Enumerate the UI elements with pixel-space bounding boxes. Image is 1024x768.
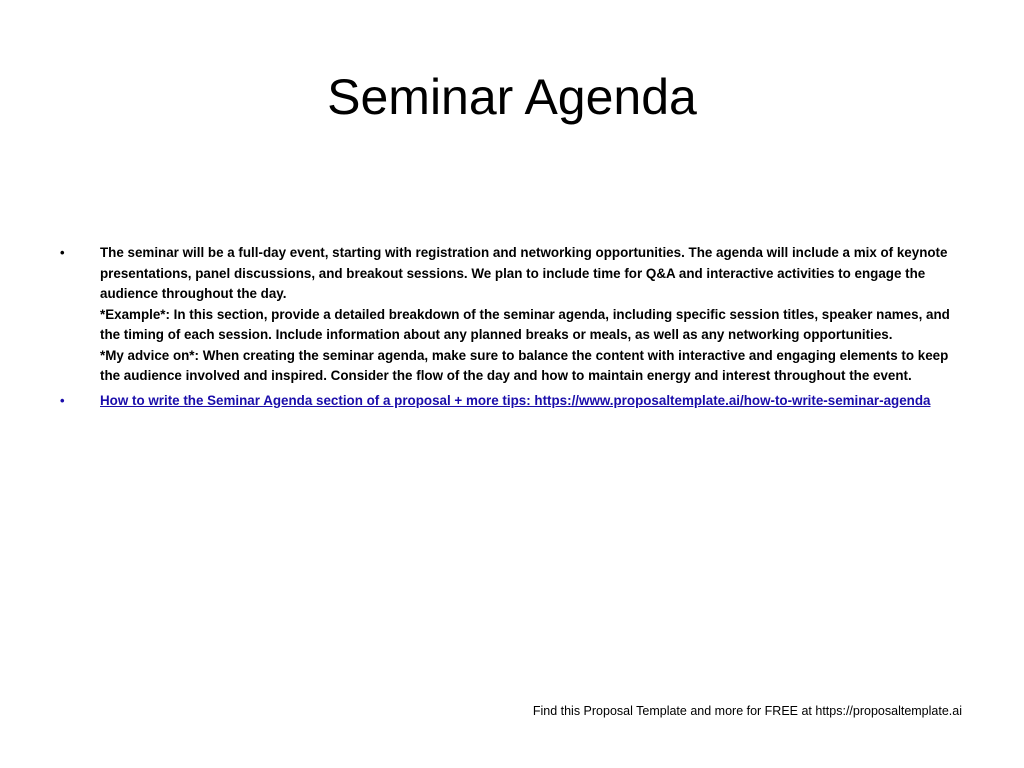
- bullet-dot-icon: •: [60, 392, 65, 408]
- paragraph-overview: The seminar will be a full-day event, starting with registration and networking opportunities. The agenda will include a mix of keynote presentations, panel discussions, and breakout sessions. We plan to include time for Q&A and interactive activities to engage the audience throughout the day.: [100, 245, 948, 301]
- bullet-body: [100, 391, 966, 412]
- bullet-body: [100, 243, 966, 387]
- bullet-list: [56, 243, 966, 415]
- bullet-item-link: [56, 391, 966, 412]
- paragraph-example: *Example*: In this section, provide a detailed breakdown of the seminar agenda, including specific session titles, speaker names, and the timing of each session. Include information about any planned breaks or meals, as well as any networking opportunities.: [100, 306, 950, 342]
- bullet-dot-icon: •: [60, 245, 65, 260]
- slide-title: Seminar Agenda: [327, 69, 697, 125]
- footer-note: Find this Proposal Template and more for FREE at https://proposaltemplate.ai: [532, 704, 962, 718]
- tips-link[interactable]: How to write the Seminar Agenda section of a proposal + more tips: https://www.proposaltemplate.ai/how-to-write-seminar-agenda: [100, 392, 931, 408]
- paragraph-advice: *My advice on*: When creating the seminar agenda, make sure to balance the content with interactive and engaging elements to keep the audience involved and inspired. Consider the flow of the day and how to maintain energy and interest throughout the event.: [100, 347, 949, 383]
- bullet-item-description: [56, 243, 966, 387]
